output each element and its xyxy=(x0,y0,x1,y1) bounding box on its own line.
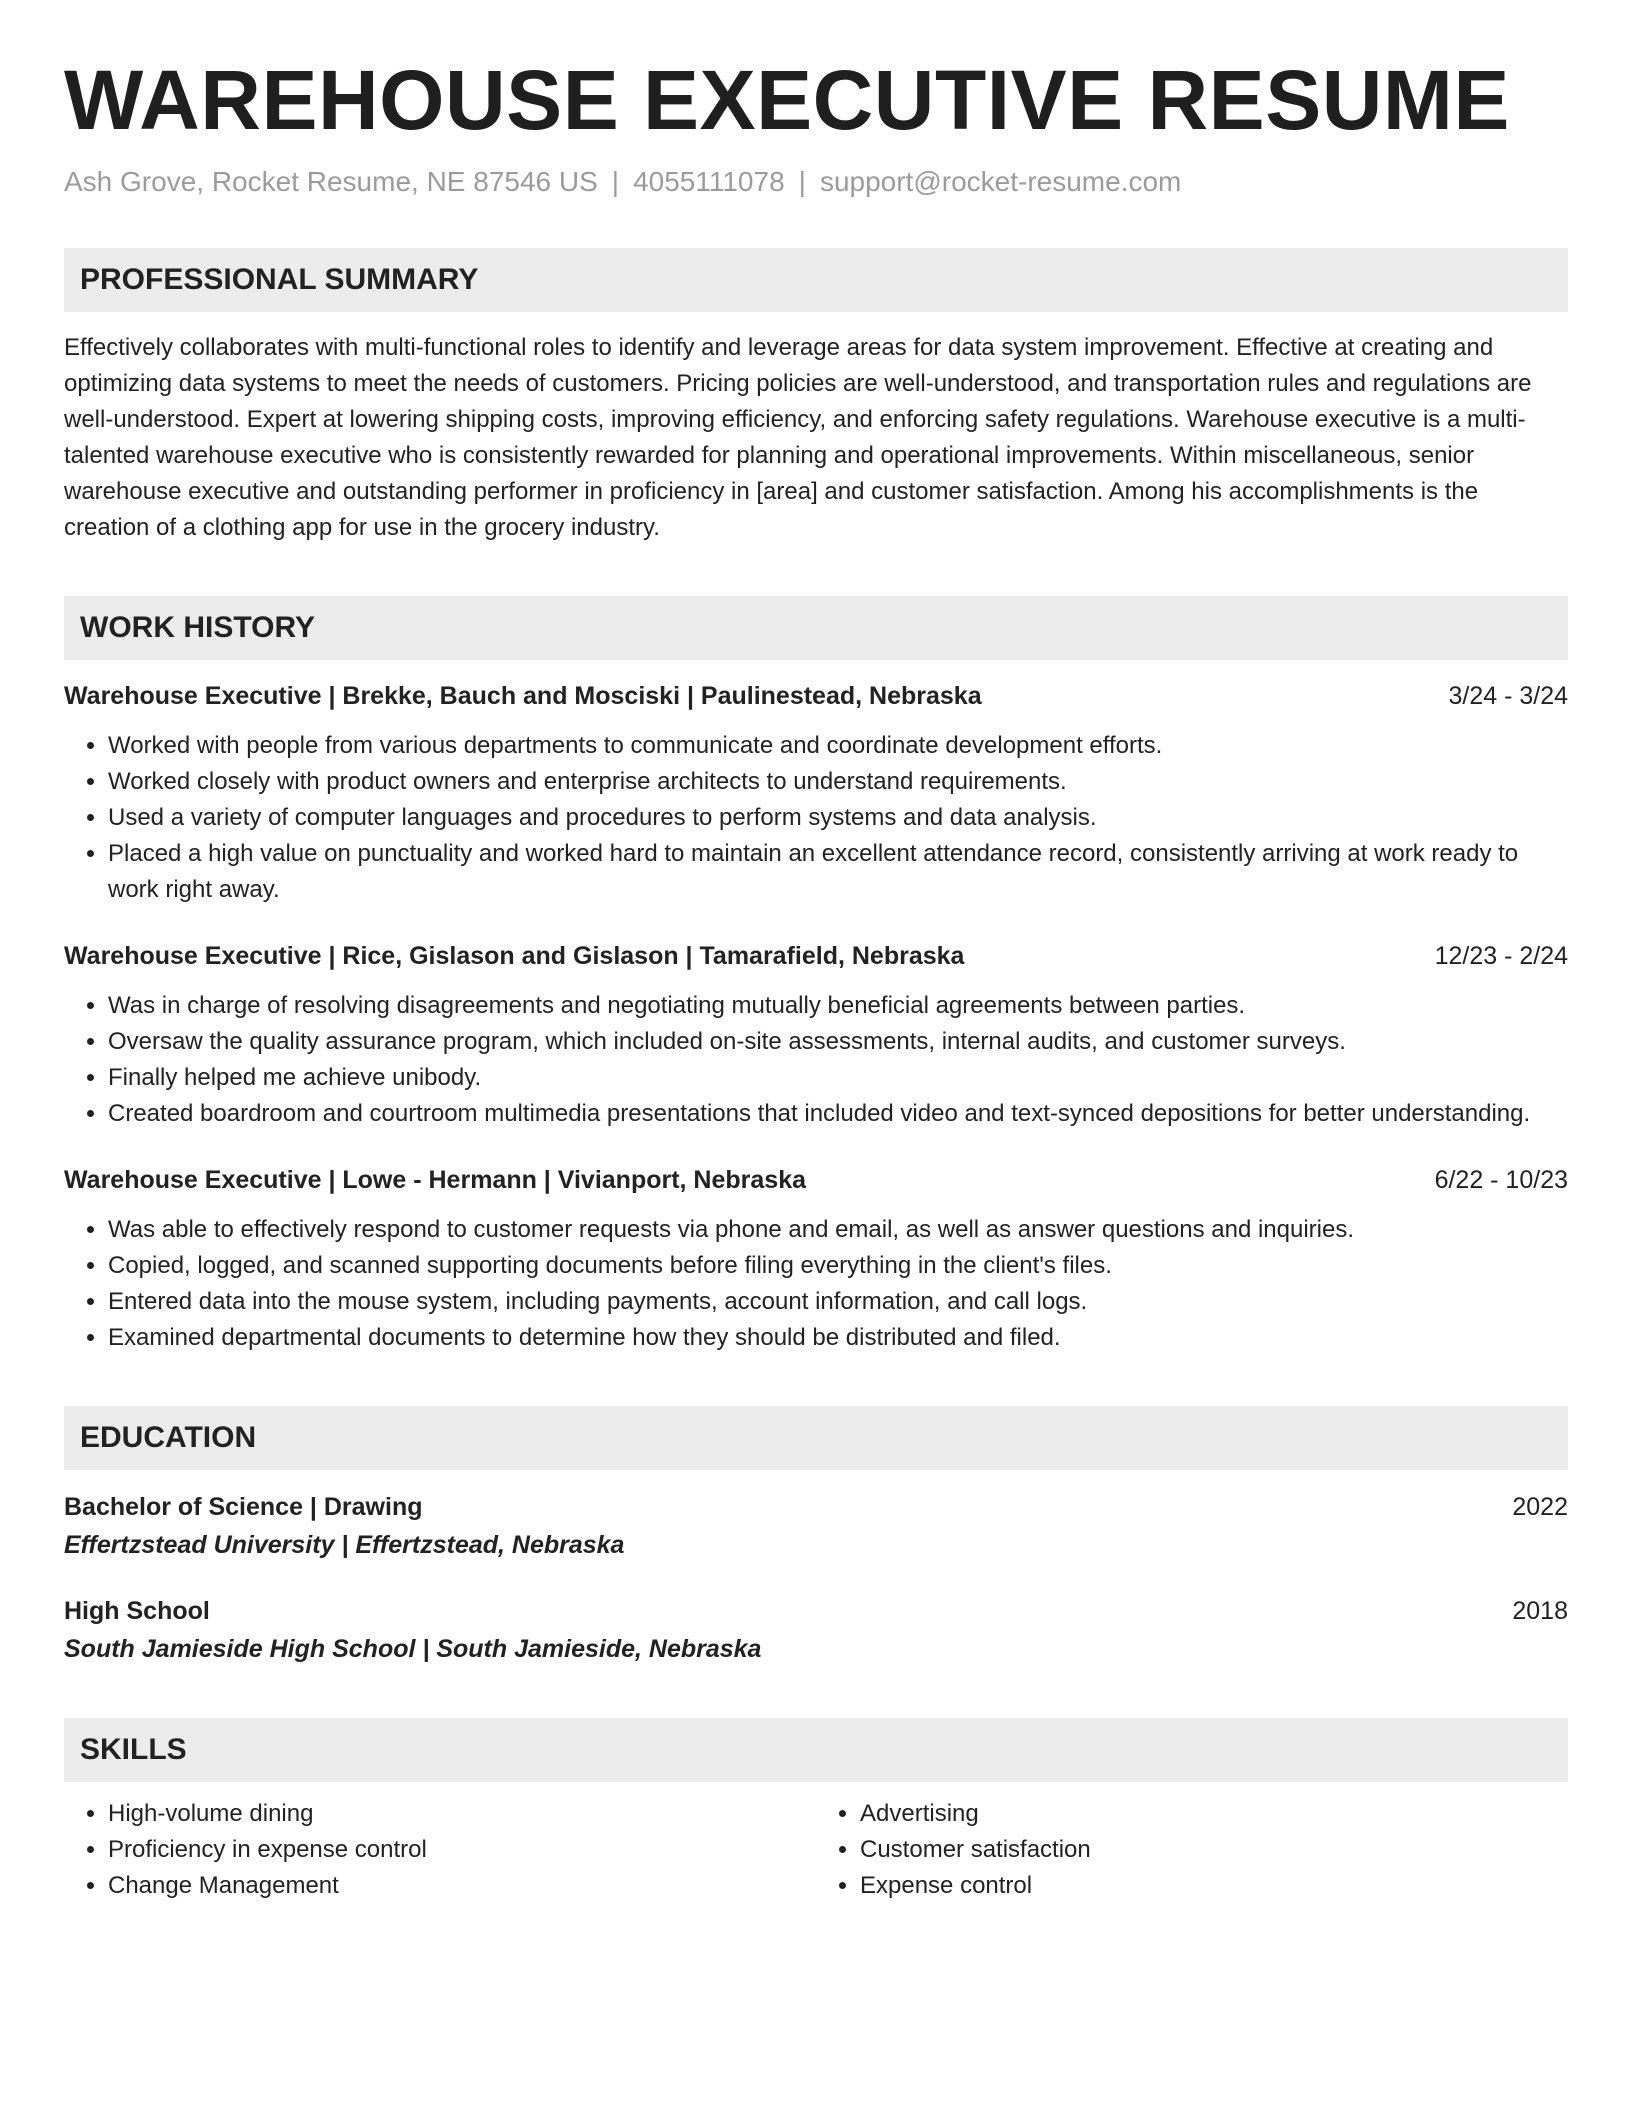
job-entry xyxy=(64,1162,1568,1356)
job-date: 6/22 - 10/23 xyxy=(1434,1166,1568,1195)
resume-title: WAREHOUSE EXECUTIVE RESUME xyxy=(64,53,1510,147)
contact-separator: | xyxy=(798,166,806,198)
job-title: Warehouse Executive | Brekke, Bauch and Mosciski | Paulinestead, Nebraska xyxy=(64,682,982,711)
education-year: 2018 xyxy=(1512,1597,1568,1626)
skills-column-left xyxy=(64,1796,816,1904)
contact-address: Ash Grove, Rocket Resume, NE 87546 US xyxy=(64,166,598,198)
job-date: 3/24 - 3/24 xyxy=(1448,682,1568,711)
education-school: Effertzstead University | Effertzstead, Nebraska xyxy=(64,1531,625,1560)
education-header xyxy=(64,1488,1568,1526)
list-item: • Worked closely with product owners and enterprise architects to understand requirements. xyxy=(108,764,1568,800)
list-item: • Was in charge of resolving disagreements and negotiating mutually beneficial agreements between parties. xyxy=(108,988,1568,1024)
list-item: • Worked with people from various departments to communicate and coordinate development efforts. xyxy=(108,728,1568,764)
job-date: 12/23 - 2/24 xyxy=(1434,942,1568,971)
education-entry xyxy=(64,1488,1568,1564)
list-item: • Change Management xyxy=(108,1868,816,1904)
list-item: • Expense control xyxy=(860,1868,1568,1904)
list-item: • Finally helped me achieve unibody. xyxy=(108,1060,1568,1096)
job-header xyxy=(64,1162,1568,1198)
list-item: • Customer satisfaction xyxy=(860,1832,1568,1868)
job-entry xyxy=(64,678,1568,908)
job-header xyxy=(64,678,1568,714)
job-title: Warehouse Executive | Rice, Gislason and Gislason | Tamarafield, Nebraska xyxy=(64,942,965,971)
section-header-skills: SKILLS xyxy=(64,1718,1568,1782)
education-header xyxy=(64,1592,1568,1630)
education-degree: Bachelor of Science | Drawing xyxy=(64,1493,423,1522)
list-item: • Proficiency in expense control xyxy=(108,1832,816,1868)
list-item: • Copied, logged, and scanned supporting documents before filing everything in the client's files. xyxy=(108,1248,1568,1284)
contact-email: support@rocket-resume.com xyxy=(819,166,1182,198)
list-item: • Placed a high value on punctuality and worked hard to maintain an excellent attendance record, consistently arriving at work ready to work right away. xyxy=(108,836,1568,908)
job-header xyxy=(64,938,1568,974)
contact-separator: | xyxy=(611,166,620,198)
section-header-work-history: WORK HISTORY xyxy=(64,596,1568,660)
skills-column-right xyxy=(816,1796,1568,1904)
job-title: Warehouse Executive | Lowe - Hermann | Vivianport, Nebraska xyxy=(64,1166,807,1195)
list-item: • Entered data into the mouse system, including payments, account information, and call logs. xyxy=(108,1284,1568,1320)
list-item: • High-volume dining xyxy=(108,1796,816,1832)
education-degree: High School xyxy=(64,1597,210,1626)
contact-line xyxy=(64,166,1568,198)
education-school: South Jamieside High School | South Jamieside, Nebraska xyxy=(64,1635,762,1664)
list-item: • Advertising xyxy=(860,1796,1568,1832)
list-item: • Was able to effectively respond to customer requests via phone and email, as well as answer questions and inquiries. xyxy=(108,1212,1568,1248)
section-header-education: EDUCATION xyxy=(64,1406,1568,1470)
list-item: • Created boardroom and courtroom multimedia presentations that included video and text-synced depositions for better understanding. xyxy=(108,1096,1568,1132)
section-header-summary: PROFESSIONAL SUMMARY xyxy=(64,248,1568,312)
education-entry xyxy=(64,1592,1568,1668)
job-bullets xyxy=(64,728,1568,908)
job-bullets xyxy=(64,1212,1568,1356)
skills-list xyxy=(64,1796,1568,1904)
education-year: 2022 xyxy=(1512,1493,1568,1522)
list-item: • Examined departmental documents to determine how they should be distributed and filed. xyxy=(108,1320,1568,1356)
job-bullets xyxy=(64,988,1568,1132)
job-entry xyxy=(64,938,1568,1132)
contact-phone: 4055111078 xyxy=(633,166,785,198)
summary-text: Effectively collaborates with multi-functional roles to identify and leverage areas for data system improvement. Effective at creating and optimizing data systems to meet the needs of customers. Pricing policies are well-understood, and transportation rules and regulations are well-understood. Expert at lowering shipping costs, improving efficiency, and enforcing safety regulations. Warehouse executive is a multi-talented warehouse executive who is consistently rewarded for planning and operational improvements. Within miscellaneous, senior warehouse executive and outstanding performer in proficiency in [area] and customer satisfaction. Among his accomplishments is the creation of a clothing app for use in the grocery industry. xyxy=(64,334,1532,542)
list-item: • Used a variety of computer languages and procedures to perform systems and data analysis. xyxy=(108,800,1568,836)
list-item: • Oversaw the quality assurance program, which included on-site assessments, internal audits, and customer surveys. xyxy=(108,1024,1568,1060)
